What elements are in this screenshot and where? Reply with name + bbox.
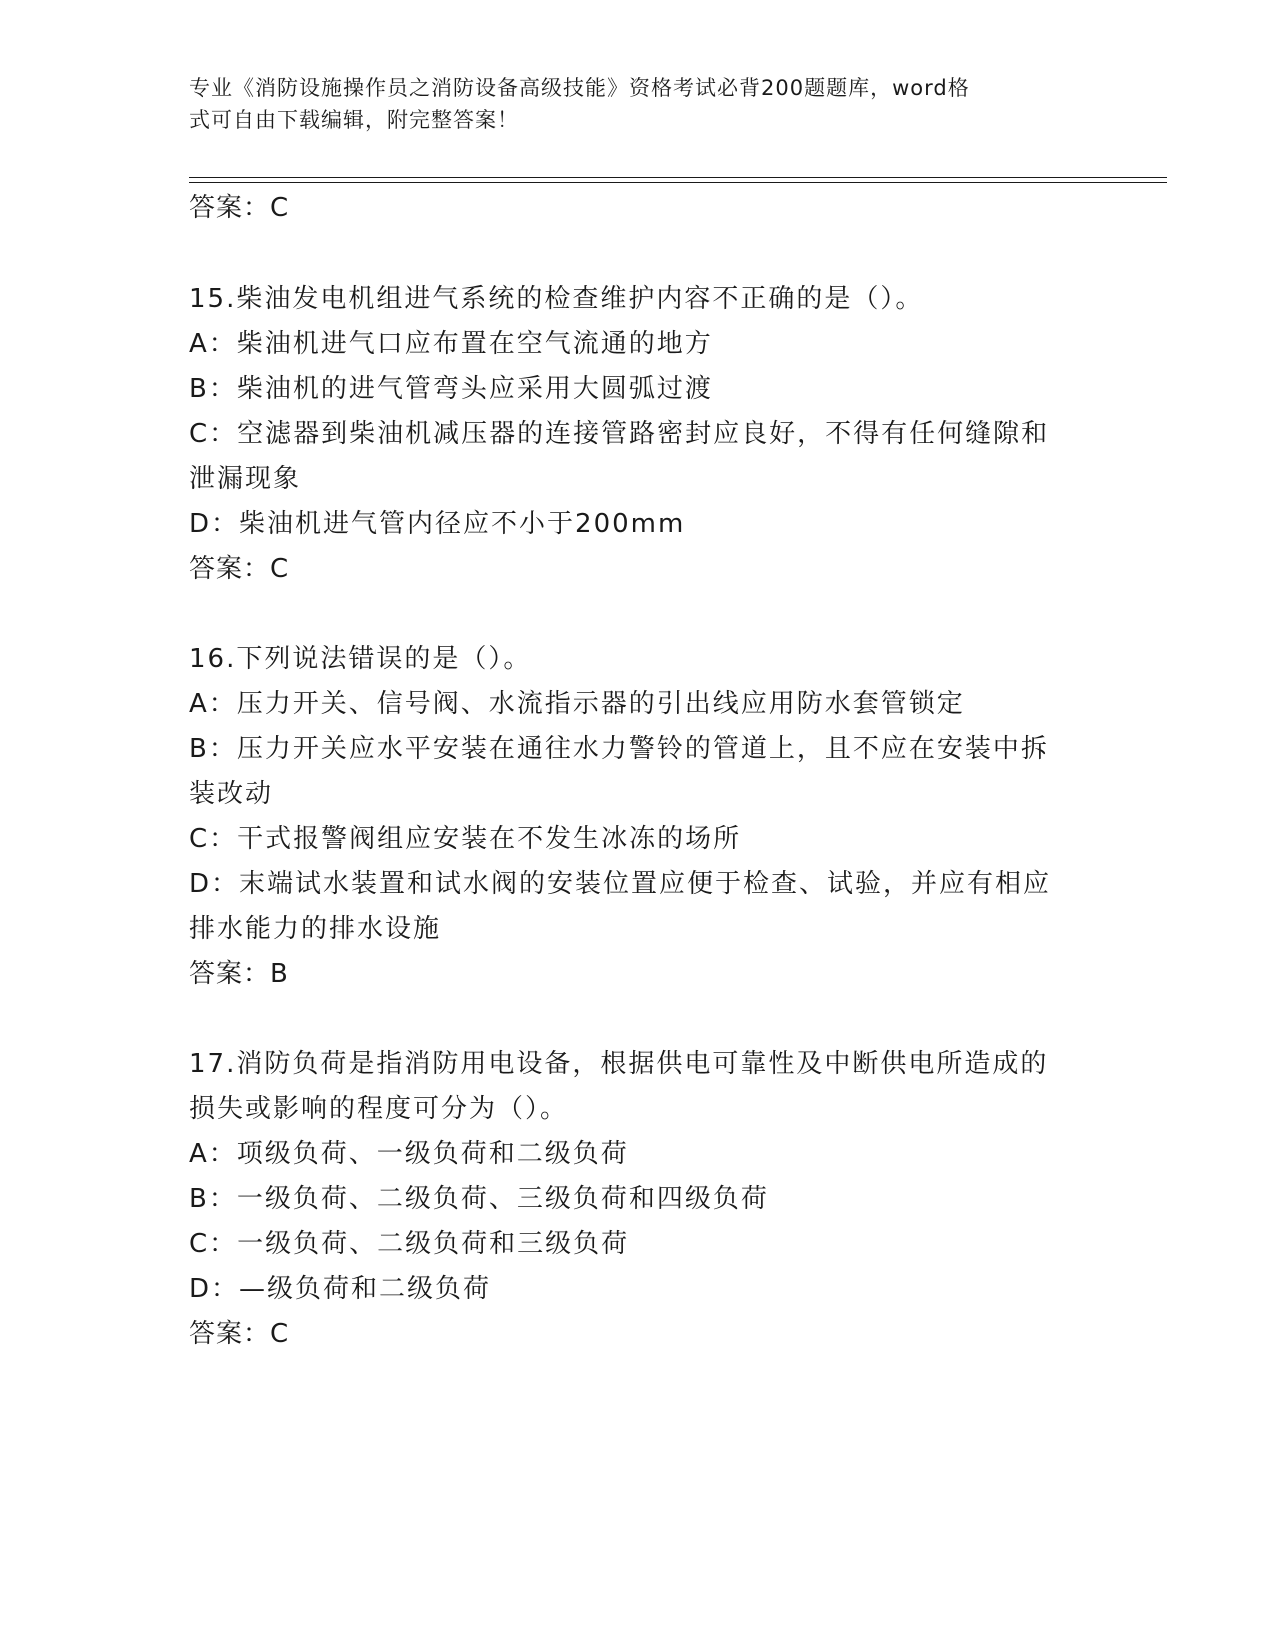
question-17-option-b: B：一级负荷、二级负荷、三级负荷和四级负荷	[189, 1184, 769, 1214]
question-15-stem: 15.柴油发电机组进气系统的检查维护内容不正确的是（）。	[189, 284, 924, 314]
document-header	[189, 72, 1069, 136]
question-15-option-c-continued: 泄漏现象	[189, 464, 302, 494]
header-divider-bottom	[189, 182, 1167, 183]
header-line-2: 式可自由下载编辑，附完整答案！	[189, 108, 519, 132]
question-15-option-a: A：柴油机进气口应布置在空气流通的地方	[189, 329, 713, 359]
question-15-option-b: B：柴油机的进气管弯头应采用大圆弧过渡	[189, 374, 713, 404]
question-15-option-d: D：柴油机进气管内径应不小于200mm	[189, 509, 686, 539]
question-17-stem-continued: 损失或影响的程度可分为（）。	[189, 1094, 569, 1124]
question-16-option-d: D：末端试水装置和试水阀的安装位置应便于检查、试验，并应有相应	[189, 869, 1052, 899]
question-15-answer: 答案：C	[189, 554, 290, 584]
header-divider-top	[189, 177, 1167, 178]
question-16-stem: 16.下列说法错误的是（）。	[189, 644, 532, 674]
question-16-option-c: C：干式报警阀组应安装在不发生冰冻的场所	[189, 824, 742, 854]
question-17-option-c: C：一级负荷、二级负荷和三级负荷	[189, 1229, 630, 1259]
previous-answer: 答案：C	[189, 193, 290, 223]
question-15-option-c: C：空滤器到柴油机减压器的连接管路密封应良好，不得有任何缝隙和	[189, 419, 1050, 449]
question-16-answer: 答案：B	[189, 959, 289, 989]
question-16-option-b-continued: 装改动	[189, 779, 274, 809]
question-16-option-b: B：压力开关应水平安装在通往水力警铃的管道上，且不应在安装中拆	[189, 734, 1049, 764]
question-17-option-d: D：—级负荷和二级负荷	[189, 1274, 492, 1304]
question-17-stem: 17.消防负荷是指消防用电设备，根据供电可靠性及中断供电所造成的	[189, 1049, 1049, 1079]
question-17-answer: 答案：C	[189, 1319, 290, 1349]
question-16-option-d-continued: 排水能力的排水设施	[189, 914, 442, 944]
question-17-option-a: A：项级负荷、一级负荷和二级负荷	[189, 1139, 629, 1169]
question-16-option-a: A：压力开关、信号阀、水流指示器的引出线应用防水套管锁定	[189, 689, 965, 719]
header-line-1: 专业《消防设施操作员之消防设备高级技能》资格考试必背200题题库，word格	[189, 76, 970, 100]
